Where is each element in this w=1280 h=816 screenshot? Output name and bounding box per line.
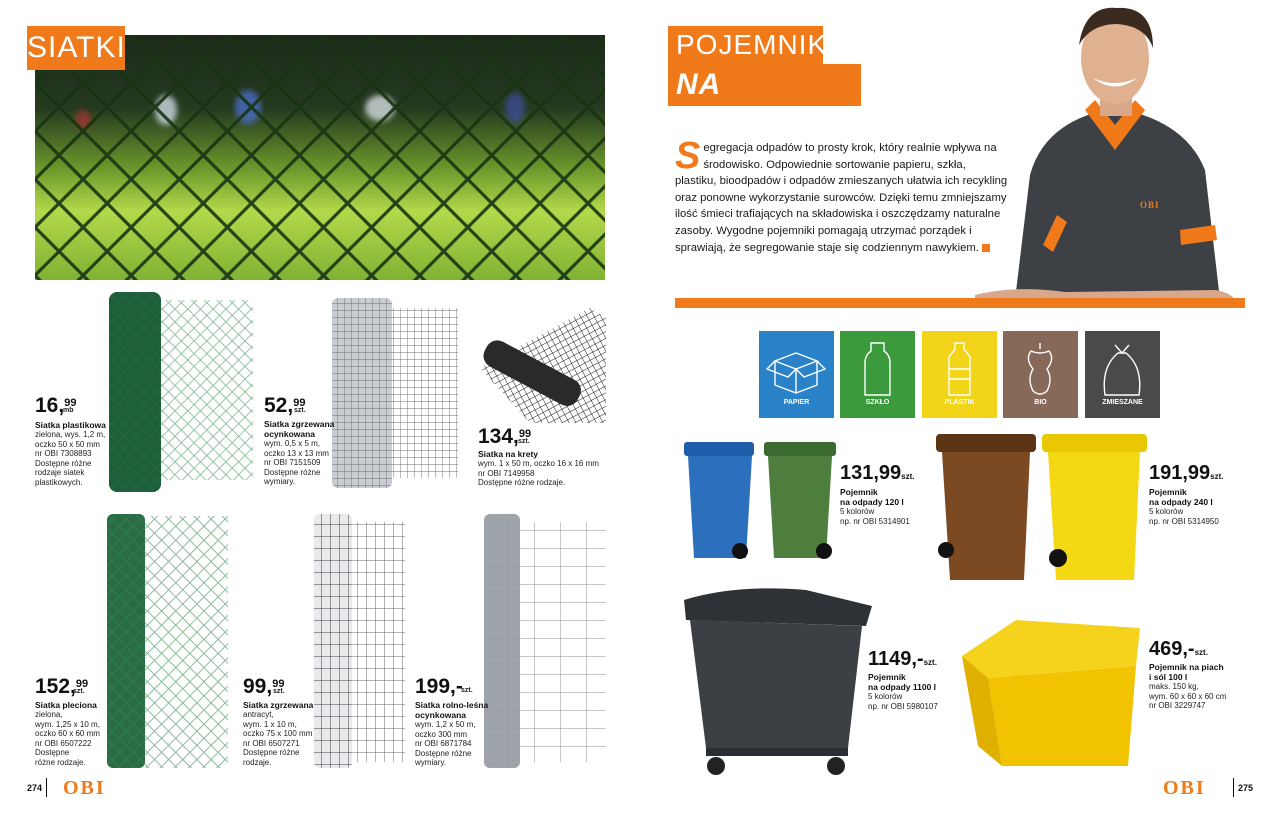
obi-logo: OBI xyxy=(1163,777,1206,799)
apple-core-icon xyxy=(1003,339,1078,399)
product-description: wym. 0,5 x 5 m, oczko 13 x 13 mm nr OBI 7151509 Dostępne różne wymiary. xyxy=(264,439,329,487)
obi-employee-photo xyxy=(975,0,1245,310)
anthracite-welded-mesh-image xyxy=(312,512,407,770)
category-bio: BIO xyxy=(1003,331,1078,418)
price-siatka-rolno-lesna: 199,- szt. xyxy=(415,675,473,698)
product-name: Pojemnik na odpady 120 l xyxy=(840,487,904,507)
product-description: zielona, wym. 1,25 x 10 m, oczko 60 x 60 mm nr OBI 6507222 Dostępne różne rodzaje. xyxy=(35,710,100,767)
sand-container-image xyxy=(958,616,1143,771)
forest-net-image xyxy=(482,512,606,770)
category-zmieszane: ZMIESZANE xyxy=(1085,331,1160,418)
welded-mesh-roll-image xyxy=(330,296,460,491)
product-description: 5 kolorów np. nr OBI 5314901 xyxy=(840,507,910,526)
bins-120l-image xyxy=(680,436,840,566)
orange-divider-bar xyxy=(675,298,1245,308)
price-siatka-zgrzewana-ocynkowana: 52,99 szt. xyxy=(264,394,306,417)
page-number-right: 275 xyxy=(1238,783,1254,793)
product-name: Siatka zgrzewana xyxy=(243,700,314,710)
category-szklo: SZKŁO xyxy=(840,331,915,418)
page-number-left: 274 xyxy=(27,783,43,793)
product-name: Siatka plastikowa xyxy=(35,420,106,430)
price-pojemnik-120l: 131,99szt. xyxy=(840,462,915,484)
section-tag-na-odpady: NA ODPADY xyxy=(668,64,861,106)
braided-mesh-roll-image xyxy=(105,512,230,770)
end-square-icon xyxy=(982,244,990,252)
bins-240l-image xyxy=(934,430,1149,585)
footer-divider xyxy=(46,778,47,797)
product-description: 5 kolorów np. nr OBI 5980107 xyxy=(868,692,938,711)
product-name: Pojemnik na odpady 240 l xyxy=(1149,487,1213,507)
mole-net-image xyxy=(470,288,606,423)
bottle-icon xyxy=(840,339,915,399)
price-siatka-zgrzewana: 99,99 szt. xyxy=(243,675,285,698)
plastic-bottle-icon xyxy=(922,339,997,399)
price-pojemnik-240l: 191,99szt. xyxy=(1149,462,1224,484)
section-tag-siatki: SIATKI xyxy=(27,26,125,70)
product-name: Siatka pleciona xyxy=(35,700,97,710)
fence-hero-photo xyxy=(35,35,605,280)
price-pojemnik-piach: 469,-szt. xyxy=(1149,638,1208,660)
product-description: 5 kolorów np. nr OBI 5314950 xyxy=(1149,507,1219,526)
obi-logo: OBI xyxy=(63,777,106,799)
product-description: antracyt, wym. 1 x 10 m, oczko 75 x 100 mm nr OBI 6507271 Dostępne różne rodzaje. xyxy=(243,710,313,767)
product-name: Pojemnik na piach i sól 100 l xyxy=(1149,662,1224,682)
product-description: maks. 150 kg, wym. 60 x 60 x 60 cm nr OBI 3229747 xyxy=(1149,682,1227,711)
product-description: zielona, wys. 1,2 m, oczko 50 x 50 mm nr OBI 7308893 Dostępne różne rodzaje siatek plastikowych. xyxy=(35,430,106,487)
price-siatka-na-krety: 134,99 szt. xyxy=(478,425,532,448)
category-plastik: PLASTIK xyxy=(922,331,997,418)
shirt-obi-logo: OBI xyxy=(1140,200,1160,210)
bin-1100l-image xyxy=(676,580,876,780)
footer-divider xyxy=(1233,778,1234,797)
box-icon xyxy=(759,339,834,399)
product-name: Siatka zgrzewana ocynkowana xyxy=(264,419,335,439)
price-pojemnik-1100l: 1149,-szt. xyxy=(868,648,937,670)
product-name: Pojemnik na odpady 1100 l xyxy=(868,672,937,692)
product-name: Siatka na krety xyxy=(478,449,539,459)
intro-text: egregacja odpadów to prosty krok, który realnie wpływa na środowisko. Odpowiednie sortowanie papieru, szkła, plastiku, bioodpadów i odpadów zmieszanych ułatwia ich recykling oraz ponowne wykorzystanie surowców. Dzięki temu zmniejszamy ilość śmieci trafiających na składowiska i oszczędzamy naturalne zasoby. Wygodne pojemniki pomagają utrzymać porządek i sprawiają, że segregowanie staje się codziennym nawykiem. xyxy=(675,142,1008,254)
intro-dropcap: S xyxy=(675,135,701,177)
product-name: Siatka rolno-leśna ocynkowana xyxy=(415,700,489,720)
product-description: wym. 1,2 x 50 m, oczko 300 mm nr OBI 6871784 Dostępne różne wymiary. xyxy=(415,720,476,768)
plastic-mesh-roll-image xyxy=(105,290,255,495)
intro-paragraph xyxy=(675,135,1010,256)
category-papier: PAPIER xyxy=(759,331,834,418)
product-description: wym. 1 x 50 m, oczko 16 x 16 mm nr OBI 7149958 Dostępne różne rodzaje. xyxy=(478,459,599,488)
trash-bag-icon xyxy=(1085,339,1160,399)
price-siatka-plastikowa: 16,99 mb xyxy=(35,394,77,417)
section-tag-pojemniki: POJEMNIKI xyxy=(668,26,823,64)
price-siatka-pleciona: 152,99 szt. xyxy=(35,675,89,698)
